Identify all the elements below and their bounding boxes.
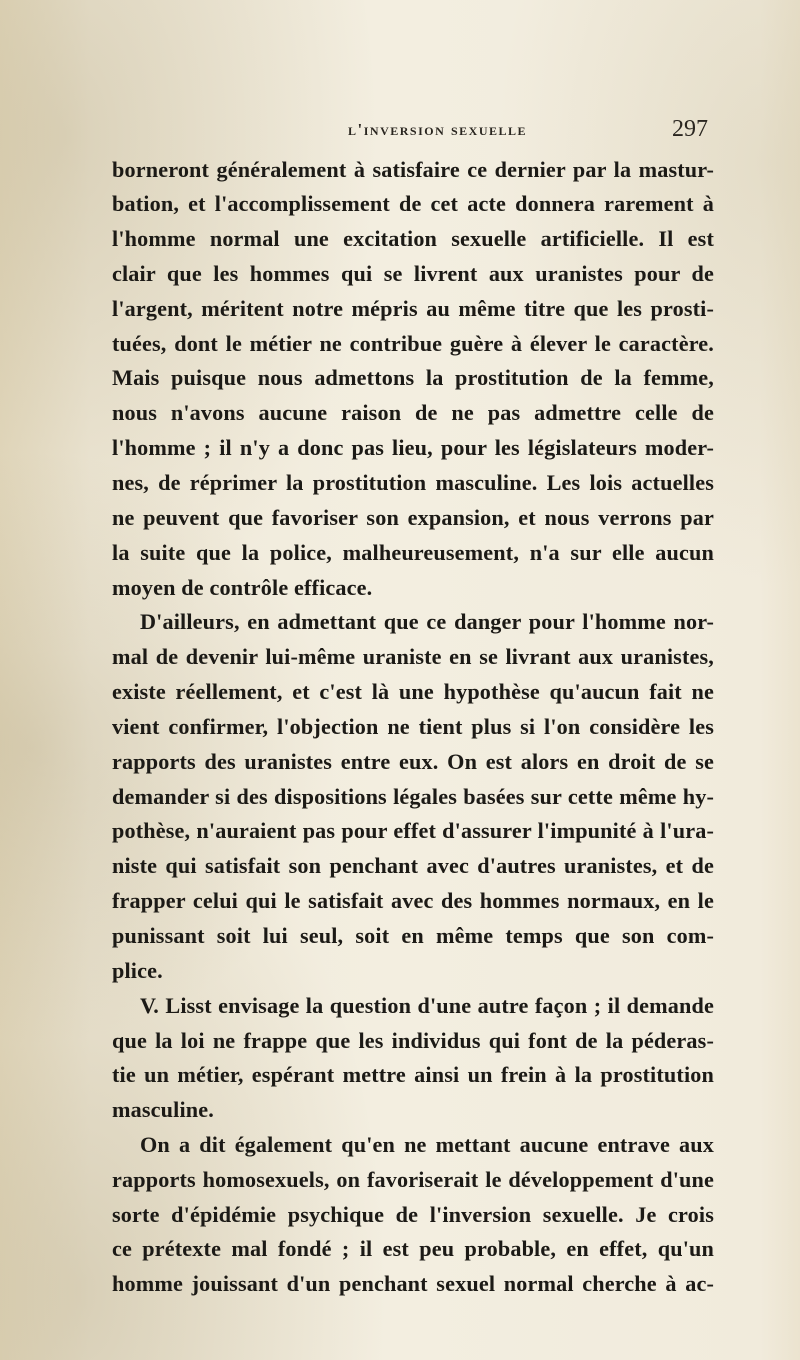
text-line: nous n'avons aucune raison de ne pas admettre celle de [112, 400, 714, 425]
text-line: niste qui satisfait son penchant avec d'autres uranistes, et de [112, 853, 714, 878]
text-line: sorte d'épidémie psychique de l'inversion sexuelle. Je crois [112, 1202, 714, 1227]
text-line: homme jouissant d'un penchant sexuel normal cherche à ac- [112, 1271, 714, 1296]
text-line: pothèse, n'auraient pas pour effet d'assurer l'impunité à l'ura- [112, 818, 714, 843]
text-line: plice. [112, 958, 163, 983]
text-line: V. Lisst envisage la question d'une autre façon ; il demande [140, 993, 714, 1018]
text-line: rapports des uranistes entre eux. On est alors en droit de se [112, 749, 714, 774]
text-line: punissant soit lui seul, soit en même temps que son com- [112, 923, 714, 948]
text-line: tuées, dont le métier ne contribue guère à élever le caractère. [112, 331, 714, 356]
text-line: frapper celui qui le satisfait avec des hommes normaux, en le [112, 888, 714, 913]
text-line: tie un métier, espérant mettre ainsi un frein à la prostitution [112, 1062, 714, 1087]
text-line: ce prétexte mal fondé ; il est peu probable, en effet, qu'un [112, 1236, 714, 1261]
text-line: nes, de réprimer la prostitution masculine. Les lois actuelles [112, 470, 714, 495]
text-line: moyen de contrôle efficace. [112, 575, 373, 600]
text-line: clair que les hommes qui se livrent aux uranistes pour de [112, 261, 714, 286]
text-line: l'homme ; il n'y a donc pas lieu, pour les législateurs moder- [112, 435, 714, 460]
text-line: Mais puisque nous admettons la prostitution de la femme, [112, 365, 714, 390]
text-line: masculine. [112, 1097, 214, 1122]
text-line: borneront généralement à satisfaire ce dernier par la mastur- [112, 157, 714, 182]
text-line: l'homme normal une excitation sexuelle artificielle. Il est [112, 226, 714, 251]
text-line: l'argent, méritent notre mépris au même titre que les prosti- [112, 296, 714, 321]
text-line: rapports homosexuels, on favoriserait le développement d'une [112, 1167, 714, 1192]
text-line: ne peuvent que favoriser son expansion, et nous verrons par [112, 505, 714, 530]
text-line: On a dit également qu'en ne mettant aucune entrave aux [140, 1132, 714, 1157]
page-number: 297 [672, 116, 708, 142]
running-title: l'inversion sexuelle [348, 120, 528, 139]
text-line: la suite que la police, malheureusement, n'a sur elle aucun [112, 540, 714, 565]
text-line: demander si des dispositions légales basées sur cette même hy- [112, 784, 714, 809]
text-line: D'ailleurs, en admettant que ce danger pour l'homme nor- [140, 609, 714, 634]
text-line: vient confirmer, l'objection ne tient plus si l'on considère les [112, 714, 714, 739]
text-line: bation, et l'accomplissement de cet acte donnera rarement à [112, 191, 714, 216]
text-line: mal de devenir lui-même uraniste en se livrant aux uranistes, [112, 644, 714, 669]
text-line: existe réellement, et c'est là une hypothèse qu'aucun fait ne [112, 679, 714, 704]
text-line: que la loi ne frappe que les individus qui font de la péderas- [112, 1028, 714, 1053]
